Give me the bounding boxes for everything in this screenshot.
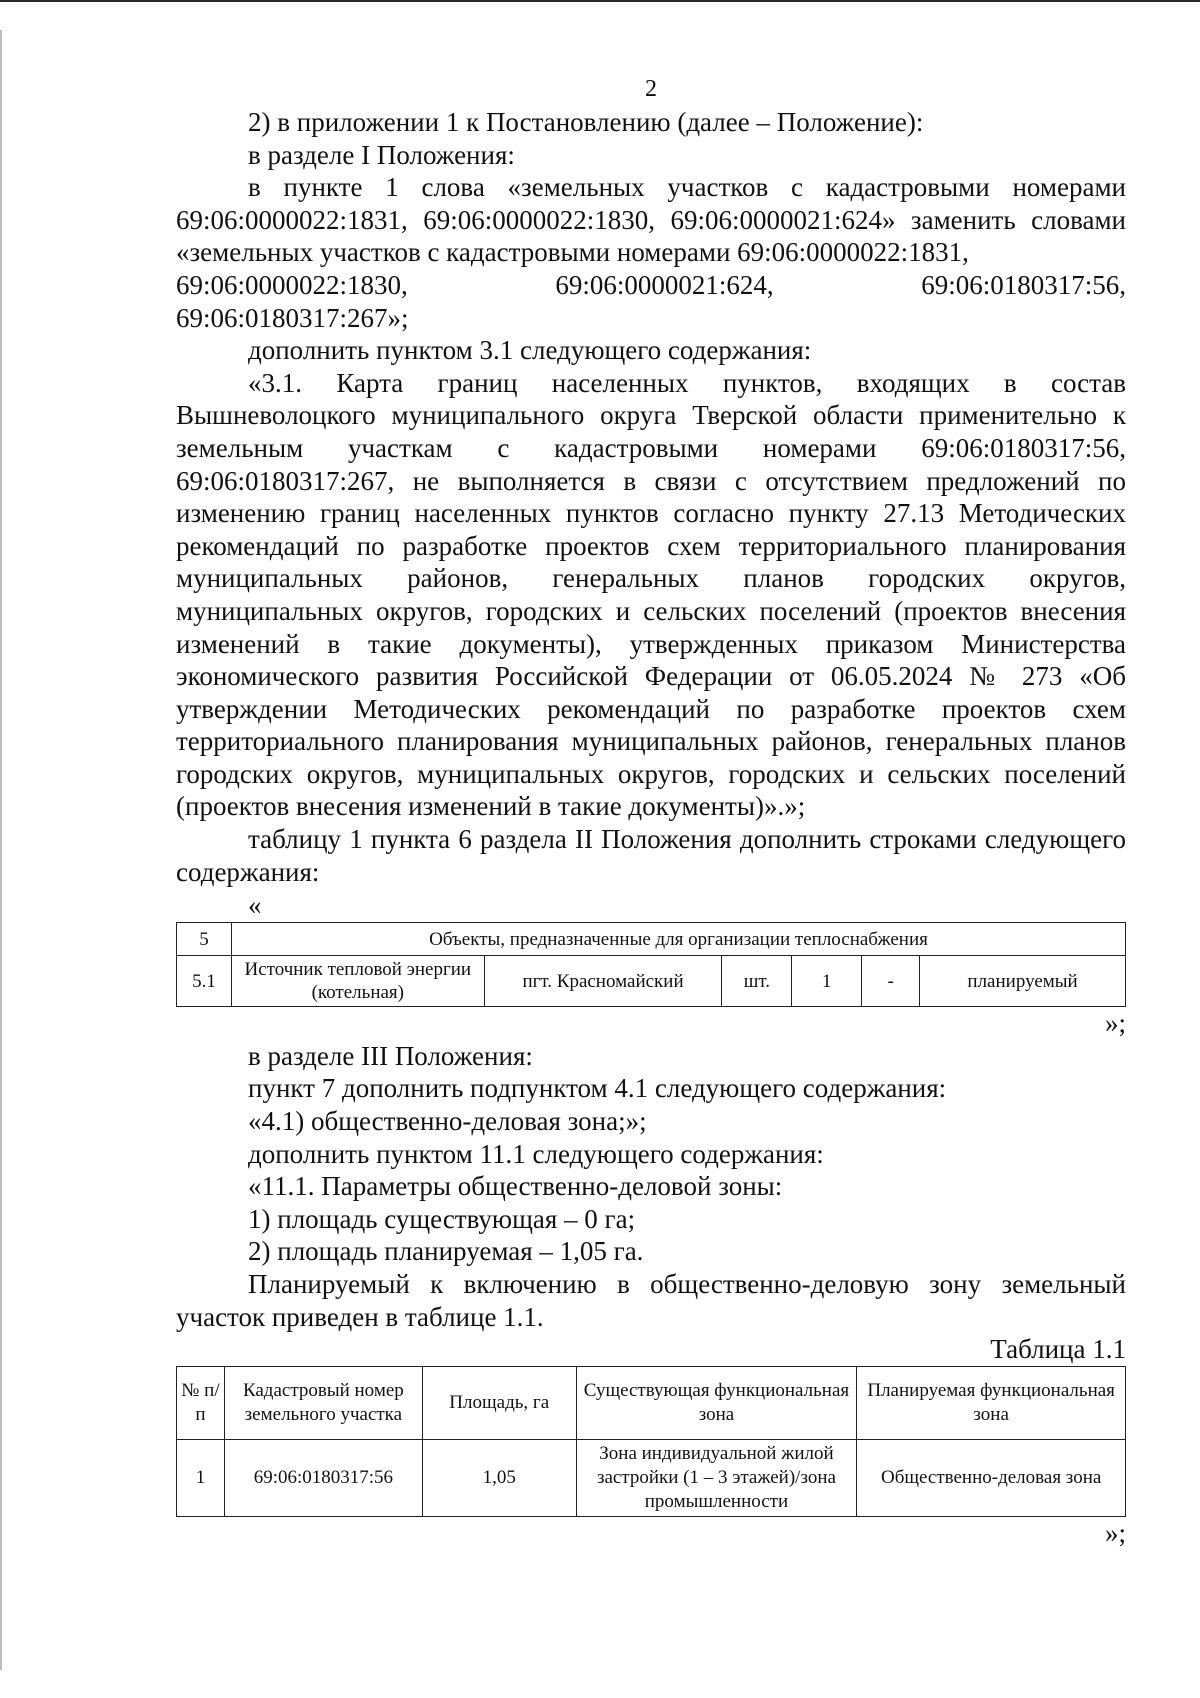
table-cell-existing-zone: Зона индивидуальной жилой застройки (1 – 3 этажей)/зона промышленности <box>576 1439 857 1516</box>
table-cell-extra: - <box>862 956 920 1007</box>
scan-edge-left <box>0 30 2 1670</box>
table-cell-unit: шт. <box>722 956 792 1007</box>
paragraph-add-3-1: дополнить пунктом 3.1 следующего содержания: <box>248 335 812 366</box>
paragraph-table-1-add: таблицу 1 пункта 6 раздела II Положения дополнить строками следующего содержания: <box>176 824 1126 887</box>
paragraph-appendix-intro: 2) в приложении 1 к Постановлению (далее – Положение): <box>248 107 924 137</box>
document-body <box>176 106 1126 1549</box>
table-header-num: № п/п <box>177 1366 225 1439</box>
table-cell-count: 1 <box>792 956 862 1007</box>
scan-edge-top <box>0 0 1200 2</box>
paragraph-area-planned: 2) площадь планируемая – 1,05 га. <box>248 1236 644 1267</box>
paragraph-table-1-1-intro: Планируемый к включению в общественно-деловую зону земельный участок приведен в таблице 1.1. <box>176 1269 1126 1332</box>
table-cell-group-title: Объекты, предназначенные для организации теплоснабжения <box>231 923 1125 956</box>
table-header-row <box>177 1366 1126 1439</box>
table-header-cadastral: Кадастровый номер земельного участка <box>224 1366 422 1439</box>
table-cell-num: 1 <box>177 1439 225 1516</box>
table-header-planned-zone: Планируемая функциональная зона <box>857 1366 1126 1439</box>
paragraph-item-1-replace: в пункте 1 слова «земельных участков с кадастровыми номерами 69:06:0000022:1831, 69:06:0000022:1830, 69:06:0000021:624» заменить словами «земельных участков с кадастровыми номерами 69:06:0000022:1831, <box>176 172 1126 268</box>
page-number: 2 <box>645 76 657 102</box>
paragraph-area-existing: 1) площадь существующая – 0 га; <box>248 1203 636 1234</box>
table-caption: Таблица 1.1 <box>990 1334 1126 1365</box>
paragraph-cadastral-end: 69:06:0180317:267»; <box>176 302 409 333</box>
paragraph-section-3: в разделе III Положения: <box>248 1040 533 1071</box>
table-1-1 <box>176 1366 1126 1517</box>
table-cell-planned-zone: Общественно-деловая зона <box>857 1439 1126 1516</box>
table-cell-area: 1,05 <box>422 1439 576 1516</box>
paragraph-item-3-1: «3.1. Карта границ населенных пунктов, входящих в состав Вышневолоцкого муниципального округа Тверской области применительно к земельным участкам с кадастровыми номерами 69:06:0180317:56, 69:06:0180317:267, не выполняется в связи с отсутствием предложений по изменению границ населенных пунктов согласно пункту 27.13 Методических рекомендаций по разработке проектов схем территориального планирования муниципальных районов, генеральных планов городских округов, муниципальных округов, городских и сельских поселений (проектов внесения изменений в такие документы), утвержденных приказом Министерства экономического развития Российской Федерации от 06.05.2024 № 273 «Об утверждении Методических рекомендаций по разработке проектов схем территориального планирования муниципальных районов, генеральных планов городских округов, муниципальных округов, городских и сельских поселений (проектов внесения изменений в такие документы)».»; <box>176 367 1126 822</box>
table-row <box>177 1439 1126 1516</box>
paragraph-item-11-1: «11.1. Параметры общественно-деловой зоны: <box>248 1171 783 1202</box>
table-row <box>177 956 1126 1007</box>
paragraph-add-11-1: дополнить пунктом 11.1 следующего содержания: <box>248 1138 824 1169</box>
table-row <box>177 923 1126 956</box>
table-header-area: Площадь, га <box>422 1366 576 1439</box>
table-cell-location: пгт. Красномайский <box>484 956 722 1007</box>
closing-quote-2: »; <box>1104 1517 1126 1548</box>
table-cell-num: 5.1 <box>177 956 232 1007</box>
open-quote: « <box>248 890 262 921</box>
paragraph-item-7: пункт 7 дополнить подпунктом 4.1 следующего содержания: <box>248 1073 947 1104</box>
table-cell-cadastral: 69:06:0180317:56 <box>224 1439 422 1516</box>
paragraph-cadastral-list: 69:06:0000022:1830, 69:06:0000021:624, 69:06:0180317:56, <box>176 269 1126 300</box>
closing-quote-1: »; <box>1104 1008 1126 1039</box>
table-header-existing-zone: Существующая функциональная зона <box>576 1366 857 1439</box>
table-cell-name: Источник тепловой энергии (котельная) <box>231 956 484 1007</box>
table-cell-num: 5 <box>177 923 232 956</box>
paragraph-subitem-4-1: «4.1) общественно-деловая зона;»; <box>248 1106 647 1137</box>
table-1-additions <box>176 922 1126 1007</box>
paragraph-section-1: в разделе I Положения: <box>248 139 515 170</box>
table-cell-status: планируемый <box>920 956 1126 1007</box>
